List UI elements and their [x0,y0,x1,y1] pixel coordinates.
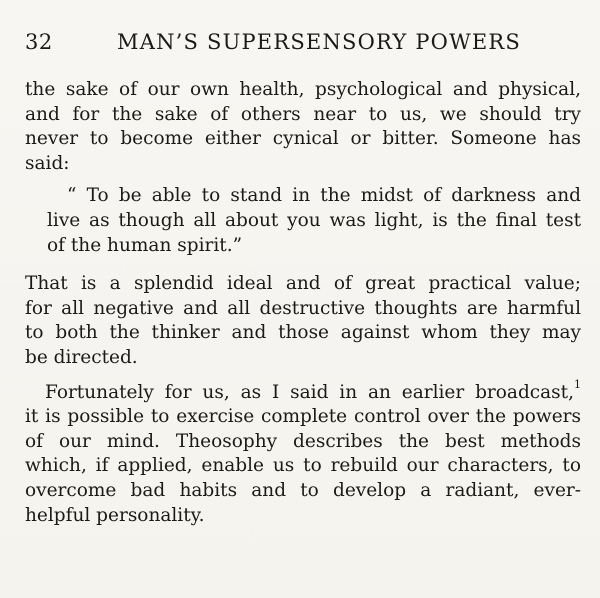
text-line: it is possible to exercise complete control over the powers [25,406,581,428]
text-line: and for the sake of others near to us, we should try [25,103,581,125]
text-line: which, if applied, enable us to rebuild our characters, to [25,455,581,477]
block-quote [47,184,581,258]
quote-line: live as though all about you was light, is the final test [47,209,581,231]
running-head: MAN’S SUPERSENSORY POWERS [117,30,521,54]
paragraph-1 [25,78,581,176]
text-line: never to become either cynical or bitter. Someone has [25,128,581,150]
text-line: said: [25,152,70,174]
text-line: for all negative and all destructive thoughts are harmful [25,297,581,319]
paragraph-2 [25,272,581,370]
text-line-content: Fortunately for us, as I said in an earlier broadcast, [45,381,574,403]
quote-line: of the human spirit.” [47,234,243,256]
quote-line: “ To be able to stand in the midst of darkness and [67,185,581,207]
text-line: That is a splendid ideal and of great practical value; [25,273,581,295]
body-text [25,78,581,528]
text-line: overcome bad habits and to develop a radiant, ever- [25,479,581,501]
text-line: to both the thinker and those against whom they may [25,322,581,344]
text-line: of our mind. Theosophy describes the best methods [25,430,581,452]
text-line: be directed. [25,346,138,368]
text-line [25,377,581,406]
page-header [25,30,585,58]
footnote-marker: 1 [574,377,581,391]
paragraph-3 [25,377,581,529]
text-line: the sake of our own health, psychological and physical, [25,79,581,100]
page-number: 32 [25,30,53,54]
text-line: helpful personality. [25,504,205,526]
